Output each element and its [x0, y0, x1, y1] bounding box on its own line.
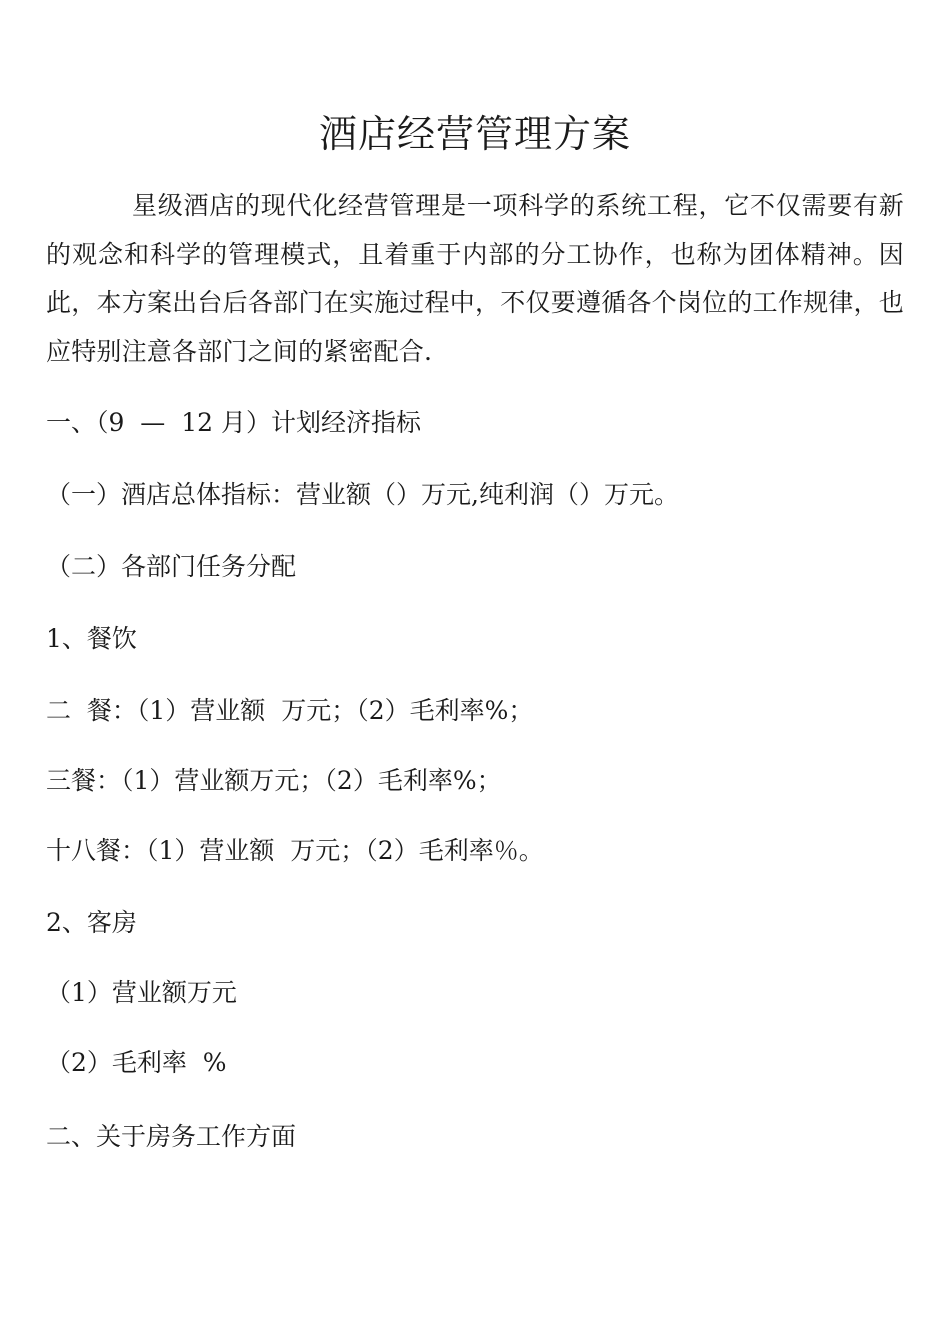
rooms-margin: （2）毛利率 %	[46, 1048, 227, 1077]
section-heading-rooms: 二、关于房务工作方面	[46, 1122, 297, 1151]
document-title: 酒店经营管理方案	[318, 112, 631, 156]
section-heading-indicators: 一、（9 — 12 月）计划经济指标	[46, 408, 421, 437]
dining-line-3: 三餐：（1）营业额万元；（2）毛利率%；	[46, 766, 502, 795]
item-rooms: 2、客房	[46, 908, 137, 937]
dining-line-18: 十八餐：（1）营业额 万元；（2）毛利率％。	[46, 836, 544, 865]
item-dining: 1、餐饮	[46, 624, 137, 653]
intro-paragraph: 星级酒店的现代化经营管理是一项科学的系统工程，它不仅需要有新的观念和科学的管理模式，且着重于内部的分工协作，也称为团体精神。因此，本方案出台后各部门在实施过程中，不仅要遵循各个岗位的工作规律，也应特别注意各部门之间的紧密配合.	[46, 191, 904, 366]
subsection-department-tasks: （二）各部门任务分配	[46, 552, 297, 581]
rooms-revenue: （1）营业额万元	[46, 978, 237, 1007]
subsection-overall-indicators: （一）酒店总体指标：营业额（）万元,纯利润（）万元。	[46, 480, 679, 509]
dining-line-2: 二 餐：（1）营业额 万元；（2）毛利率%；	[46, 696, 534, 725]
